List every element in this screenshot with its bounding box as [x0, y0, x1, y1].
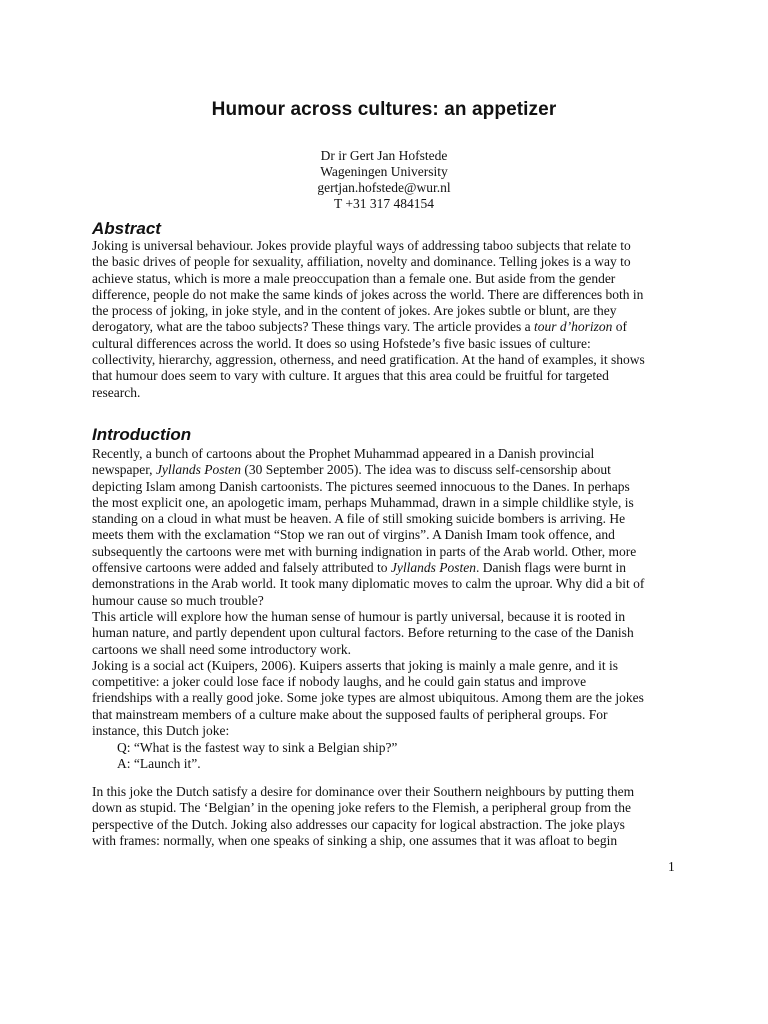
newspaper-name: Jyllands Posten — [390, 560, 477, 576]
intro-line: down as stupid. The ‘Belgian’ in the opening joke refers to the Flemish, a peripheral group from the — [92, 800, 631, 816]
intro-text: newspaper, — [92, 462, 156, 478]
intro-text: offensive cartoons were added and falsely attributed to — [92, 560, 391, 576]
abstract-line: Joking is universal behaviour. Jokes provide playful ways of addressing taboo subjects that relate to — [92, 238, 631, 253]
abstract-line: cultural differences across the world. It does so using Hofstede’s five basic issues of culture: — [92, 335, 591, 351]
introduction-paragraph — [92, 446, 692, 739]
intro-line: meets them with the exclamation “Stop we ran out of virgins”. A Danish Imam took offence, and — [92, 527, 615, 543]
abstract-text: derogatory, what are the taboo subjects? These things vary. The article provides a — [92, 319, 534, 335]
intro-line: cartoons we shall need some introductory work. — [92, 641, 352, 657]
author-name: Dr ir Gert Jan Hofstede — [320, 148, 448, 163]
dutch-joke — [117, 740, 397, 773]
intro-line: In this joke the Dutch satisfy a desire for dominance over their Southern neighbours by putting them — [92, 784, 635, 799]
page-number: 1 — [668, 859, 675, 874]
joke-question: Q: “What is the fastest way to sink a Belgian ship?” — [117, 740, 398, 755]
abstract-line: research. — [92, 384, 141, 400]
intro-line: instance, this Dutch joke: — [92, 723, 230, 739]
author-email: gertjan.hofstede@wur.nl — [317, 180, 451, 195]
abstract-line — [92, 319, 692, 335]
joke-analysis-paragraph — [92, 784, 692, 849]
joke-answer: A: “Launch it”. — [117, 756, 201, 772]
abstract-line: achieve status, which is more a male preoccupation than a female one. But aside from the gender — [92, 270, 616, 286]
abstract-line: the process of joking, in joke style, and in the content of jokes. Are jokes subtle or blunt, are they — [92, 303, 617, 319]
intro-line: depicting Islam among Danish cartoonists. The pictures seemed innocuous to the Danes. In perhaps — [92, 478, 630, 494]
abstract-text: of — [612, 319, 627, 335]
abstract-italic-term: tour d’horizon — [533, 319, 613, 335]
intro-line — [92, 462, 692, 478]
intro-line: Recently, a bunch of cartoons about the Prophet Muhammad appeared in a Danish provincial — [92, 446, 595, 461]
intro-line: perspective of the Dutch. Joking also addresses our capacity for logical abstraction. The joke plays — [92, 816, 625, 832]
abstract-line: that humour does seem to vary with culture. It argues that this area could be fruitful for targeted — [92, 368, 609, 384]
intro-line: humour cause so much trouble? — [92, 592, 264, 608]
intro-line: the most explicit one, an apologetic imam, perhaps Muhammad, drawn in a simple childlike style, is — [92, 494, 634, 510]
intro-line: friendships with a really good joke. Some joke types are almost ubiquitous. Among them are the jokes — [92, 690, 644, 706]
intro-line: human nature, and partly dependent upon cultural factors. Before returning to the case of the Danish — [92, 625, 634, 641]
intro-line: competitive: a joker could lose face if nobody laughs, and he could gain status and improve — [92, 674, 587, 690]
newspaper-name: Jyllands Posten — [155, 462, 242, 478]
intro-line: This article will explore how the human sense of humour is partly universal, because it is rooted in — [92, 608, 626, 624]
author-phone: T +31 317 484154 — [334, 196, 434, 211]
intro-line: Joking is a social act (Kuipers, 2006). Kuipers asserts that joking is mainly a male genre, and it is — [92, 657, 619, 673]
intro-line: demonstrations in the Arab world. It took many diplomatic moves to calm the uproar. Why did a bit of — [92, 576, 645, 592]
document-title: Humour across cultures: an appetizer — [211, 99, 557, 120]
intro-line: subsequently the cartoons were met with burning indignation in parts of the Arab world. Other, more — [92, 543, 637, 559]
intro-line — [92, 560, 692, 576]
intro-line: standing on a cloud in what must be heaven. A file of still smoking suicide bombers is arriving. He — [92, 511, 626, 527]
abstract-line: difference, people do not make the same kinds of jokes across the world. There are differences both in — [92, 286, 644, 302]
introduction-heading: Introduction — [92, 425, 192, 444]
author-block — [0, 148, 768, 212]
author-affiliation: Wageningen University — [320, 164, 448, 179]
abstract-line: collectivity, hierarchy, aggression, otherness, and need gratification. At the hand of examples, it shows — [92, 352, 645, 368]
intro-line: with frames: normally, when one speaks of sinking a ship, one assumes that it was afloat to begin — [92, 832, 618, 848]
abstract-line: the basic drives of people for sexuality, affiliation, novelty and dominance. Telling jokes is a way to — [92, 254, 631, 270]
abstract-heading: Abstract — [92, 219, 161, 238]
intro-line: that mainstream members of a culture make about the supposed faults of peripheral groups. For — [92, 706, 608, 722]
intro-text: . Danish flags were burnt in — [476, 560, 626, 576]
intro-text: (30 September 2005). The idea was to discuss self-censorship about — [241, 462, 611, 478]
abstract-paragraph — [92, 238, 692, 401]
